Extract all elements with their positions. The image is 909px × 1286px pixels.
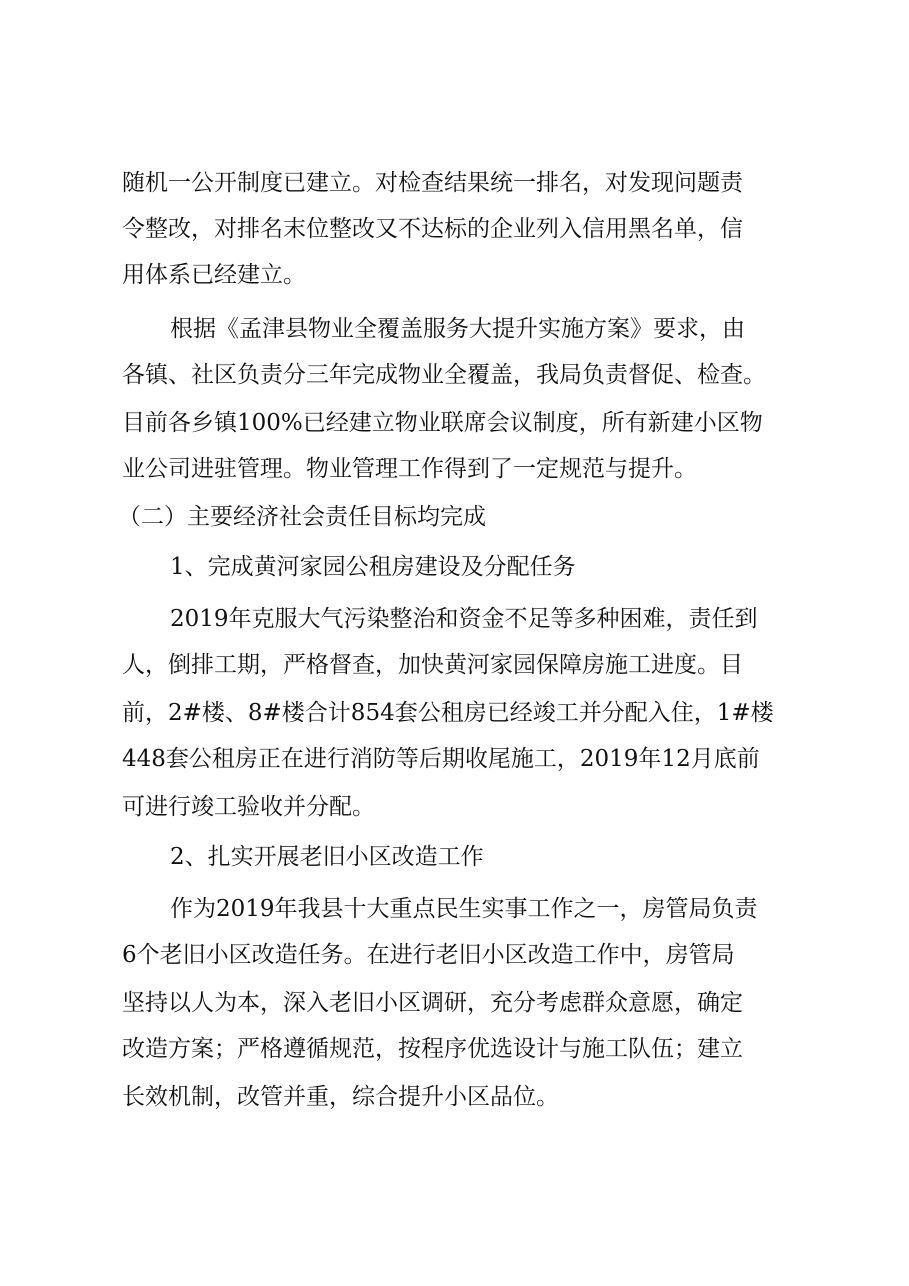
text-line-17: 6个老旧小区改造任务。在进行老旧小区改造工作中，房管局 <box>122 942 735 968</box>
text-line-7: 业公司进驻管理。物业管理工作得到了一定规范与提升。 <box>122 456 697 482</box>
subsection-heading-1: 1、完成黄河家园公租房建设及分配任务 <box>170 554 576 580</box>
text-line-13: 448套公租房正在进行消防等后期收尾施工，2019年12月底前 <box>122 746 760 772</box>
text-line-12: 前，2#楼、8#楼合计854套公租房已经竣工并分配入住，1#楼 <box>122 700 774 726</box>
text-line-6: 目前各乡镇100%已经建立物业联席会议制度，所有新建小区物 <box>122 410 763 436</box>
text-line-10: 2019年克服大气污染整治和资金不足等多种困难，责任到 <box>170 606 758 632</box>
text-line-1: 随机一公开制度已建立。对检查结果统一排名，对发现问题责 <box>122 170 743 196</box>
subsection-heading-2: 2、扎实开展老旧小区改造工作 <box>170 844 484 870</box>
text-line-5: 各镇、社区负责分三年完成物业全覆盖，我局负责督促、检查。 <box>122 362 766 388</box>
text-line-14: 可进行竣工验收并分配。 <box>122 794 375 820</box>
text-line-20: 长效机制，改管并重，综合提升小区品位。 <box>122 1084 559 1110</box>
section-heading: （二）主要经济社会责任目标均完成 <box>118 504 486 530</box>
text-line-4: 根据《孟津县物业全覆盖服务大提升实施方案》要求，由 <box>170 316 745 342</box>
text-line-2: 令整改，对排名末位整改又不达标的企业列入信用黑名单，信 <box>122 216 743 242</box>
text-line-3: 用体系已经建立。 <box>122 262 306 288</box>
text-line-11: 人，倒排工期，严格督查，加快黄河家园保障房施工进度。目 <box>122 652 743 678</box>
text-line-19: 改造方案；严格遵循规范，按程序优选设计与施工队伍；建立 <box>122 1036 743 1062</box>
text-line-16: 作为2019年我县十大重点民生实事工作之一，房管局负责 <box>170 896 758 922</box>
text-line-18: 坚持以人为本，深入老旧小区调研，充分考虑群众意愿，确定 <box>122 990 743 1016</box>
